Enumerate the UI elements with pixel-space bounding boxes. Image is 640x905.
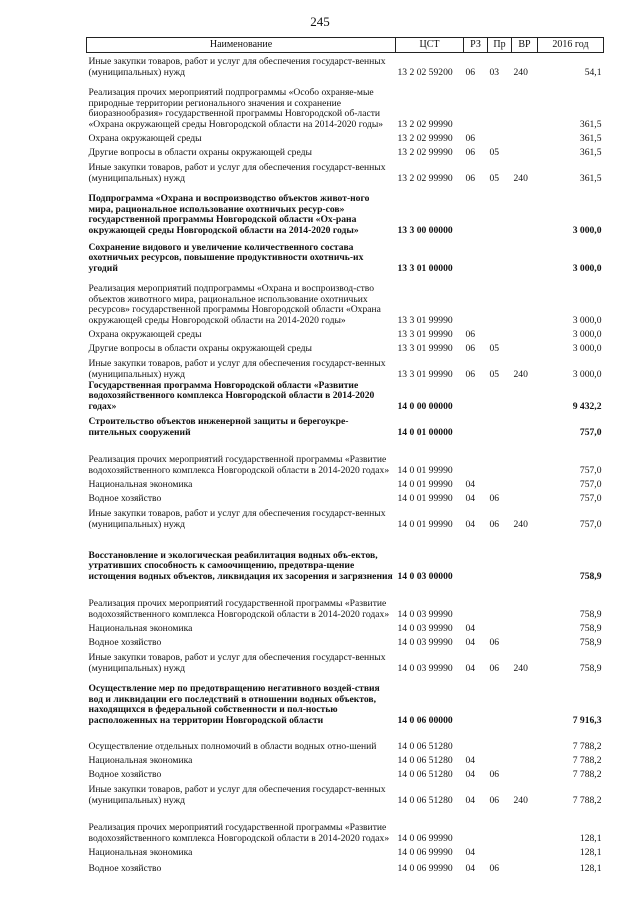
cell-rz <box>464 79 488 131</box>
cell-amount: 128,1 <box>579 862 602 874</box>
cell-rz <box>464 237 488 275</box>
cell-pr: 06 <box>489 768 500 780</box>
cell-vr: 240 <box>513 518 528 530</box>
cell-vr <box>512 185 538 237</box>
cell-amount: 361,5 <box>579 172 602 184</box>
table-body <box>87 53 604 875</box>
cell-rz: 04 <box>465 862 476 874</box>
header-name: Наименование <box>87 38 396 53</box>
table-row <box>87 844 604 858</box>
table-row <box>87 131 604 145</box>
cell-name: Иные закупки товаров, работ и услуг для обеспечения государст-венных (муниципальных) нужд <box>88 358 386 380</box>
table-row <box>87 726 604 752</box>
cell-pr <box>488 752 512 766</box>
cell-name: Водное хозяйство <box>88 636 162 648</box>
cell-rz <box>464 275 488 327</box>
table-row <box>87 582 604 620</box>
cell-name: Иные закупки товаров, работ и услуг для обеспечения государст-венных (муниципальных) нужд <box>88 162 386 184</box>
table-row <box>87 341 604 355</box>
cell-name: Государственная программа Новгородской области «Развитие водохозяйственного комплекса Новгородской области в 2014-2020 годах» <box>88 379 375 412</box>
cell-code: 14 0 06 99990 <box>397 832 453 844</box>
cell-pr: 06 <box>489 492 500 504</box>
cell-pr <box>488 726 512 752</box>
cell-name: Водное хозяйство <box>88 768 162 780</box>
cell-amount: 757,0 <box>579 492 602 504</box>
cell-vr <box>512 79 538 131</box>
cell-code: 14 0 06 51280 <box>397 740 453 752</box>
cell-code: 14 0 06 51280 <box>397 768 453 780</box>
cell-rz: 04 <box>465 622 476 634</box>
cell-pr <box>488 620 512 634</box>
cell-amount: 361,5 <box>579 132 602 144</box>
cell-vr <box>512 634 538 648</box>
table-row <box>87 858 604 874</box>
cell-amount: 3 000,0 <box>572 224 602 236</box>
table-row <box>87 752 604 766</box>
cell-code: 14 0 01 99990 <box>397 518 453 530</box>
cell-vr <box>512 275 538 327</box>
cell-code: 13 3 01 99990 <box>397 328 453 340</box>
cell-name: Реализация мероприятий подпрограммы «Охрана и воспроизвод-ство объектов животного мира, рациональное использование охотничьих ресурсов» государственной программы Новгородской области «Охрана окружающей среды Новгородской области на 2014-2020 годы» <box>88 283 381 326</box>
cell-amount: 3 000,0 <box>572 262 602 274</box>
cell-code: 14 0 03 99990 <box>397 622 453 634</box>
cell-amount: 758,9 <box>579 662 602 674</box>
table-row <box>87 766 604 780</box>
cell-pr <box>488 476 512 490</box>
cell-code: 14 0 01 99990 <box>397 464 453 476</box>
cell-vr <box>512 131 538 145</box>
cell-amount: 7 788,2 <box>572 794 602 806</box>
cell-code: 14 0 06 51280 <box>397 754 453 766</box>
cell-vr <box>512 145 538 159</box>
cell-name: Охрана окружающей среды <box>88 132 202 144</box>
cell-code: 14 0 06 00000 <box>397 714 453 726</box>
cell-name: Национальная экономика <box>88 478 193 490</box>
cell-amount: 758,9 <box>579 608 602 620</box>
cell-vr: 240 <box>513 794 528 806</box>
cell-pr <box>488 438 512 476</box>
cell-name: Иные закупки товаров, работ и услуг для обеспечения государст-венных (муниципальных) нужд <box>88 508 386 530</box>
cell-name: Восстановление и экологическая реабилитация водных объ-ектов, утративших способность к самоочищению, предотвра-щение истощения водных объектов, ликвидация их засорения и загрязнения <box>88 549 393 582</box>
table-row <box>87 674 604 726</box>
cell-code: 14 0 03 00000 <box>397 570 453 582</box>
cell-name: Строительство объектов инженерной защиты и берегоукре-пительных сооружений <box>88 416 349 438</box>
cell-vr: 240 <box>513 66 528 78</box>
cell-amount: 3 000,0 <box>572 368 602 380</box>
cell-name: Реализация прочих мероприятий государственной программы «Развитие водохозяйственного комплекса Новгородской области в 2014-2020 годах» <box>88 454 390 476</box>
cell-rz: 06 <box>465 342 476 354</box>
cell-code: 14 0 00 00000 <box>397 400 453 412</box>
cell-name: Иные закупки товаров, работ и услуг для обеспечения государст-венных (муниципальных) нужд <box>88 56 386 78</box>
cell-vr <box>512 726 538 752</box>
cell-vr <box>512 766 538 780</box>
cell-code: 14 0 03 99990 <box>397 636 453 648</box>
cell-pr: 03 <box>489 66 500 78</box>
table-header <box>87 38 604 53</box>
cell-pr <box>488 582 512 620</box>
cell-rz: 06 <box>465 328 476 340</box>
cell-rz <box>464 674 488 726</box>
cell-rz: 04 <box>465 754 476 766</box>
header-amount: 2016 год <box>538 38 604 53</box>
cell-code: 13 2 02 59200 <box>397 66 453 78</box>
page-number: 245 <box>310 14 330 29</box>
cell-pr <box>488 674 512 726</box>
cell-amount: 758,9 <box>579 622 602 634</box>
cell-rz <box>464 530 488 582</box>
cell-code: 13 2 02 99990 <box>397 146 453 158</box>
cell-amount: 361,5 <box>579 146 602 158</box>
table-row <box>87 355 604 381</box>
table-row <box>87 412 604 438</box>
cell-amount: 128,1 <box>579 832 602 844</box>
header-row <box>87 38 604 53</box>
cell-rz <box>464 726 488 752</box>
cell-rz: 04 <box>465 846 476 858</box>
cell-vr <box>512 530 538 582</box>
cell-rz: 04 <box>465 492 476 504</box>
cell-code: 13 2 02 99990 <box>397 172 453 184</box>
table-row <box>87 780 604 806</box>
cell-vr <box>512 237 538 275</box>
table-row <box>87 806 604 844</box>
cell-pr: 05 <box>489 342 500 354</box>
cell-pr: 06 <box>489 662 500 674</box>
cell-rz <box>464 412 488 438</box>
cell-pr: 06 <box>489 862 500 874</box>
cell-vr: 240 <box>513 368 528 380</box>
cell-amount: 7 788,2 <box>572 754 602 766</box>
cell-rz: 04 <box>465 518 476 530</box>
cell-vr <box>512 341 538 355</box>
cell-rz <box>464 438 488 476</box>
cell-rz: 04 <box>465 662 476 674</box>
cell-code: 14 0 03 99990 <box>397 608 453 620</box>
cell-amount: 54,1 <box>584 66 602 78</box>
cell-vr <box>512 620 538 634</box>
cell-rz: 06 <box>465 132 476 144</box>
cell-code: 14 0 01 00000 <box>397 426 453 438</box>
cell-name: Другие вопросы в области охраны окружающей среды <box>88 146 312 158</box>
cell-name: Осуществление мер по предотвращению негативного воздей-ствия вод и ликвидации его последствий в отношении водных объектов, находящихся в федеральной собственности и пол-ностью расположенных на территории Новгородской области <box>88 682 380 726</box>
cell-code: 14 0 03 99990 <box>397 662 453 674</box>
cell-code: 14 0 06 99990 <box>397 846 453 858</box>
table-row <box>87 476 604 490</box>
cell-amount: 3 000,0 <box>572 342 602 354</box>
cell-vr <box>512 490 538 504</box>
cell-name: Сохранение видового и увеличение количественного состава охотничьих ресурсов, повышение продуктивности охотничь-их угодий <box>88 241 364 274</box>
cell-name: Охрана окружающей среды <box>88 328 202 340</box>
table-row <box>87 53 604 79</box>
cell-rz: 04 <box>465 794 476 806</box>
cell-rz: 06 <box>465 66 476 78</box>
cell-rz <box>464 582 488 620</box>
cell-amount: 128,1 <box>579 846 602 858</box>
cell-code: 13 2 02 99990 <box>397 118 453 130</box>
cell-pr <box>488 237 512 275</box>
cell-name: Водное хозяйство <box>88 492 162 504</box>
cell-amount: 7 788,2 <box>572 768 602 780</box>
table-row <box>87 327 604 341</box>
cell-pr <box>488 806 512 844</box>
cell-name: Национальная экономика <box>88 622 193 634</box>
cell-vr <box>512 476 538 490</box>
cell-vr <box>512 582 538 620</box>
cell-amount: 361,5 <box>579 118 602 130</box>
cell-pr <box>488 131 512 145</box>
table-row <box>87 185 604 237</box>
cell-amount: 757,0 <box>579 464 602 476</box>
cell-amount: 757,0 <box>579 426 602 438</box>
cell-pr: 05 <box>489 368 500 380</box>
cell-vr <box>512 412 538 438</box>
table-row <box>87 634 604 648</box>
cell-name: Другие вопросы в области охраны окружающей среды <box>88 342 312 354</box>
cell-pr: 06 <box>489 794 500 806</box>
cell-pr <box>488 275 512 327</box>
cell-amount: 7 788,2 <box>572 740 602 752</box>
cell-rz <box>464 806 488 844</box>
cell-code: 14 0 01 99990 <box>397 478 453 490</box>
table-row <box>87 438 604 476</box>
cell-pr <box>488 185 512 237</box>
cell-vr <box>512 752 538 766</box>
cell-pr: 06 <box>489 518 500 530</box>
cell-code: 13 3 01 99990 <box>397 368 453 380</box>
cell-pr <box>488 412 512 438</box>
table-row <box>87 275 604 327</box>
table-row <box>87 530 604 582</box>
table-row <box>87 504 604 530</box>
cell-code: 13 3 00 00000 <box>397 224 453 236</box>
cell-name: Национальная экономика <box>88 754 193 766</box>
cell-name: Иные закупки товаров, работ и услуг для обеспечения государст-венных (муниципальных) нужд <box>88 652 386 674</box>
cell-vr: 240 <box>513 172 528 184</box>
cell-vr <box>512 327 538 341</box>
cell-vr <box>512 381 538 413</box>
table-row <box>87 381 604 413</box>
cell-code: 14 0 01 99990 <box>397 492 453 504</box>
table-row <box>87 490 604 504</box>
cell-rz: 06 <box>465 146 476 158</box>
cell-rz <box>464 185 488 237</box>
cell-code: 14 0 06 51280 <box>397 794 453 806</box>
cell-name: Осуществление отдельных полномочий в области водных отно-шений <box>88 740 377 752</box>
cell-name: Подпрограмма «Охрана и воспроизводство объектов живот-ного мира, рациональное использование охотничьих ресур-сов» государственной программы Новгородской области «Ох-рана окружающей среды Новгородской области на 2014-2020 годы» <box>88 193 370 236</box>
cell-pr <box>488 844 512 858</box>
cell-amount: 9 432,2 <box>572 400 602 412</box>
cell-pr <box>488 327 512 341</box>
header-code: ЦСТ <box>396 38 464 53</box>
cell-name: Реализация прочих мероприятий подпрограммы «Особо охраняе-мые природные территории регионального значения и сохранение биоразнообразия» государственной программы Новгородской об-ласти «Охрана окружающей среды Новгородской области на 2014-2020 годы» <box>88 87 384 130</box>
cell-code: 13 2 02 99990 <box>397 132 453 144</box>
header-pr: Пр <box>488 38 512 53</box>
cell-name: Водное хозяйство <box>88 862 162 874</box>
cell-code: 13 3 01 99990 <box>397 342 453 354</box>
cell-pr <box>488 79 512 131</box>
cell-name: Иные закупки товаров, работ и услуг для обеспечения государст-венных (муниципальных) нужд <box>88 784 386 806</box>
cell-code: 13 3 01 99990 <box>397 314 453 326</box>
cell-rz: 06 <box>465 368 476 380</box>
cell-amount: 3 000,0 <box>572 314 602 326</box>
cell-name: Реализация прочих мероприятий государственной программы «Развитие водохозяйственного комплекса Новгородской области в 2014-2020 годах» <box>88 822 390 844</box>
table-row <box>87 620 604 634</box>
cell-pr: 05 <box>489 146 500 158</box>
cell-code: 14 0 06 99990 <box>397 862 453 874</box>
cell-rz: 04 <box>465 636 476 648</box>
table-row <box>87 237 604 275</box>
table-row <box>87 648 604 674</box>
cell-pr <box>488 381 512 413</box>
table-row <box>87 159 604 185</box>
cell-vr <box>512 438 538 476</box>
cell-pr: 05 <box>489 172 500 184</box>
table-row <box>87 145 604 159</box>
cell-vr: 240 <box>513 662 528 674</box>
cell-code: 13 3 01 00000 <box>397 262 453 274</box>
cell-amount: 7 916,3 <box>572 714 602 726</box>
cell-rz: 04 <box>465 768 476 780</box>
cell-name: Национальная экономика <box>88 846 193 858</box>
cell-pr: 06 <box>489 636 500 648</box>
cell-pr <box>488 530 512 582</box>
cell-name: Реализация прочих мероприятий государственной программы «Развитие водохозяйственного комплекса Новгородской области в 2014-2020 годах» <box>88 598 390 620</box>
cell-rz <box>464 381 488 413</box>
cell-vr <box>512 674 538 726</box>
cell-vr <box>512 806 538 844</box>
cell-vr <box>512 858 538 874</box>
header-rz: РЗ <box>464 38 488 53</box>
cell-vr <box>512 844 538 858</box>
budget-table <box>86 37 604 874</box>
cell-amount: 758,9 <box>579 636 602 648</box>
cell-amount: 758,9 <box>579 570 602 582</box>
cell-amount: 3 000,0 <box>572 328 602 340</box>
cell-amount: 757,0 <box>579 478 602 490</box>
cell-rz: 06 <box>465 172 476 184</box>
header-vr: ВР <box>512 38 538 53</box>
cell-rz: 04 <box>465 478 476 490</box>
table-row <box>87 79 604 131</box>
cell-amount: 757,0 <box>579 518 602 530</box>
